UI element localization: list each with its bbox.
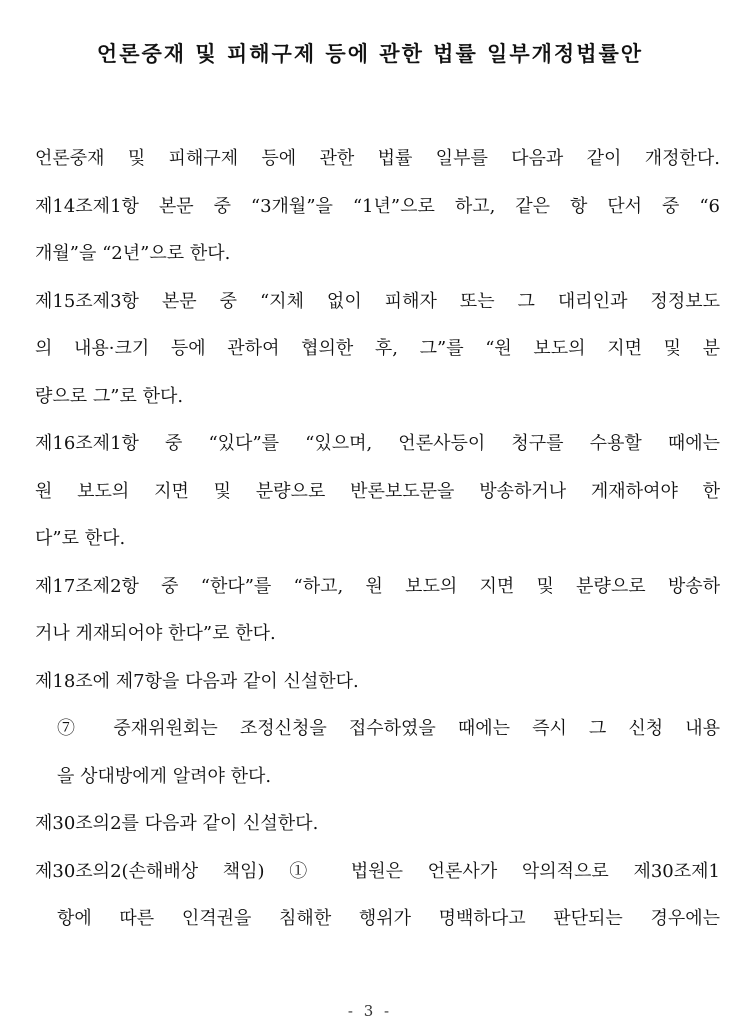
body-line: 다”로 한다. xyxy=(35,528,126,549)
body-line: 제30조의2를 다음과 같이 신설한다. xyxy=(35,813,319,834)
body-line: 제30조의2(손해배상 책임) ① 법원은 언론사가 악의적으로 제30조제1 xyxy=(35,860,720,882)
document-body xyxy=(35,140,720,948)
body-line: ⑦ 중재위원회는 조정신청을 접수하였을 때에는 즉시 그 신청 내용 xyxy=(57,718,720,739)
body-line: 항에 따른 인격권을 침해한 행위가 명백하다고 판단되는 경우에는 xyxy=(57,908,720,929)
body-line: 언론중재 및 피해구제 등에 관한 법률 일부를 다음과 같이 개정한다. xyxy=(35,148,720,169)
body-line: 의 내용·크기 등에 관하여 협의한 후, 그”를 “원 보도의 지면 및 분 xyxy=(35,338,720,359)
document-title: 언론중재 및 피해구제 등에 관한 법률 일부개정법률안 xyxy=(96,42,644,66)
body-line: 제17조제2항 중 “한다”를 “하고, 원 보도의 지면 및 분량으로 방송하 xyxy=(35,575,720,597)
body-line: 제18조에 제7항을 다음과 같이 신설한다. xyxy=(35,670,359,692)
page-number: - 3 - xyxy=(347,1002,393,1020)
body-line: 개월”을 “2년”으로 한다. xyxy=(35,243,231,264)
body-line: 제15조제3항 본문 중 “지체 없이 피해자 또는 그 대리인과 정정보도 xyxy=(35,290,720,312)
body-line: 원 보도의 지면 및 분량으로 반론보도문을 방송하거나 게재하여야 한 xyxy=(35,480,720,502)
body-line: 제16조제1항 중 “있다”를 “있으며, 언론사등이 청구를 수용할 때에는 xyxy=(35,433,720,454)
body-line: 거나 게재되어야 한다”로 한다. xyxy=(35,623,276,644)
body-line: 제14조제1항 본문 중 “3개월”을 “1년”으로 하고, 같은 항 단서 중 “6 xyxy=(35,195,720,217)
body-line: 량으로 그”로 한다. xyxy=(35,385,184,407)
body-line: 을 상대방에게 알려야 한다. xyxy=(57,765,272,787)
